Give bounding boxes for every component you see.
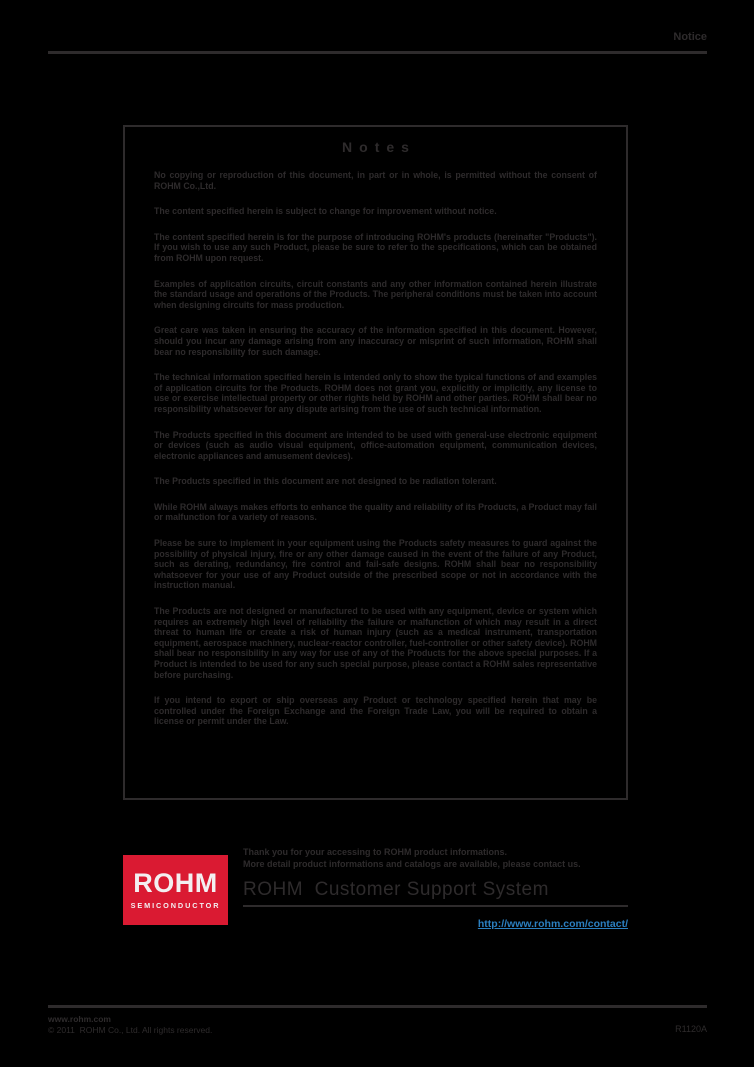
footer-doc-code: R1120A	[675, 1024, 707, 1034]
notes-paragraph: The content specified herein is for the purpose of introducing ROHM's products (hereinafter "Products"). If you wish to use any such Product, please be sure to refer to the specifications, which can be obtained from ROHM upon request.	[154, 231, 597, 263]
customer-support-section	[243, 846, 628, 932]
notes-paragraph: The Products specified in this document are intended to be used with general-use electronic equipment or devices (such as audio visual equipment, office-automation equipment, communication devices, electronic appliances and amusement devices).	[154, 429, 597, 461]
notes-paragraph: While ROHM always makes efforts to enhance the quality and reliability of its Products, a Product may fail or malfunction for a variety of reasons.	[154, 501, 597, 523]
notes-paragraphs	[154, 170, 597, 727]
support-title-underline	[243, 905, 628, 907]
top-divider	[48, 51, 707, 54]
notes-box	[123, 125, 628, 800]
notes-paragraph: The Products are not designed or manufactured to be used with any equipment, device or system which requires an extremely high level of reliability the failure or malfunction of which may result in a direct threat to human life or create a risk of human injury (such as a medical instrument, transportation equipment, aerospace machinery, nuclear-reactor controller, fuel-controller or other safety device). ROHM shall bear no responsibility in any way for use of any of the Products for the above special purposes. If a Product is intended to be used for any such special purpose, please contact a ROHM sales representative before purchasing.	[154, 606, 597, 680]
rohm-logo-subtitle: SEMICONDUCTOR	[130, 901, 221, 910]
notes-paragraph: No copying or reproduction of this document, in part or in whole, is permitted without the consent of ROHM Co.,Ltd.	[154, 170, 597, 191]
bottom-divider	[48, 1005, 707, 1008]
support-system-title: ROHM Customer Support System	[243, 879, 549, 900]
notes-paragraph: The content specified herein is subject to change for improvement without notice.	[154, 206, 497, 217]
notes-paragraph: The technical information specified herein is intended only to show the typical functions of and examples of application circuits for the Products. ROHM does not grant you, explicitly or implicitly, any license to use or exercise intellectual property or other rights held by ROHM and other parties. ROHM shall bear no responsibility whatsoever for any dispute arising from the use of such technical information.	[154, 372, 597, 414]
support-link-row	[243, 914, 628, 932]
support-thanks-line1: Thank you for your accessing to ROHM product informations.	[243, 847, 508, 857]
footer-copyright: © 2011 ROHM Co., Ltd. All rights reserved.	[48, 1025, 213, 1035]
notes-paragraph: The Products specified in this document are not designed to be radiation tolerant.	[154, 476, 497, 487]
support-thanks-line2: More detail product informations and catalogs are available, please contact us.	[243, 859, 581, 869]
notes-paragraph: Great care was taken in ensuring the accuracy of the information specified in this document. However, should you incur any damage arising from any inaccuracy or misprint of such information, ROHM shall bear no responsibility for such damage.	[154, 325, 597, 357]
contact-url-link[interactable]: http://www.rohm.com/contact/	[477, 918, 628, 930]
notes-paragraph: Examples of application circuits, circuit constants and any other information contained herein illustrate the standard usage and operations of the Products. The peripheral conditions must be taken into account when designing circuits for mass production.	[154, 278, 597, 310]
page-header-label: Notice	[673, 31, 707, 43]
rohm-logo	[123, 855, 228, 925]
notes-paragraph: If you intend to export or ship overseas any Product or technology specified herein that may be controlled under the Foreign Exchange and the Foreign Trade Law, you will be required to obtain a license or permit under the Law.	[154, 695, 597, 727]
footer-website: www.rohm.com	[48, 1014, 111, 1024]
rohm-logo-wordmark: ROHM	[133, 868, 218, 898]
notes-paragraph: Please be sure to implement in your equipment using the Products safety measures to guard against the possibility of physical injury, fire or any other damage caused in the event of the failure of any Product, such as derating, redundancy, fire control and fail-safe designs. ROHM shall bear no responsibility whatsoever for your use of any Product outside of the prescribed scope or not in accordance with the instruction manual.	[154, 538, 597, 591]
notes-title: Notes	[342, 139, 416, 155]
